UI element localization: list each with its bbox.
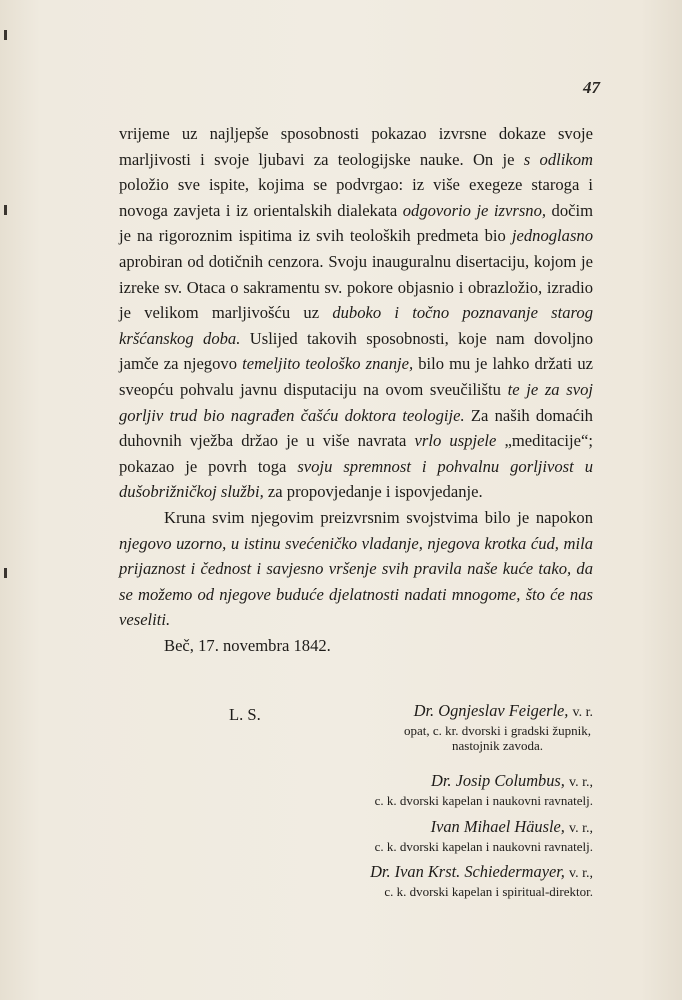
italic-text-run: s odlikom: [523, 149, 593, 169]
signatory-title: c. k. dvorski kapelan i naukovni ravnatelj.: [374, 793, 593, 808]
signatory-title: c. k. dvorski kapelan i spiritual-direktor.: [384, 884, 593, 899]
signatory-name: Dr. Josip Columbus,: [431, 771, 565, 790]
text-run: „meditacije“; pokazao je povrh toga: [119, 431, 593, 476]
signatory-name: Dr. Ognjeslav Feigerle,: [413, 701, 569, 720]
italic-text-run: vrlo uspjele: [414, 431, 497, 451]
signatory-title: nastojnik zavoda.: [451, 738, 543, 753]
binding-mark: [4, 30, 7, 40]
paragraph: [119, 505, 593, 633]
text-run: Uslijed takovih sposobnosti, koje nam dovoljno jamče za njegovo: [119, 328, 594, 374]
page-number: 47: [583, 78, 600, 97]
body-text: [119, 121, 593, 658]
signature: [375, 771, 593, 808]
seal-mark: L. S.: [229, 705, 261, 724]
text-run: bilo mu je lahko držati uz sveopću pohvalu javnu disputaciju na ovom sveučilištu: [119, 354, 593, 399]
text-run: vrijeme uz najljepše sposobnosti pokazao izvrsne dokaze svoje marljivosti i svoje ljubavi za teologijske nauke. On je: [119, 124, 593, 169]
italic-text-run: temeljito teološko znanje,: [242, 354, 414, 374]
signature: [370, 862, 593, 899]
signatory-title: c. k. dvorski kapelan i naukovni ravnatelj.: [374, 839, 593, 854]
text-run: za propovjedanje i ispovjedanje.: [263, 482, 483, 502]
italic-text-run: jednoglasno: [511, 226, 593, 246]
signature-suffix: v. r.,: [569, 821, 593, 836]
signature-suffix: v. r.,: [569, 775, 593, 790]
italic-text-run: svoju spremnost i pohvalnu gorljivost u dušobrižničkoj službi,: [119, 456, 593, 502]
italic-text-run: njegovo uzorno, u istinu svećeničko vladanje, njegova krotka ćud, mila prijaznost i čednost i savjesno vršenje svih pravila naše kuće tako, da se možemo od njegove buduće djelatnosti nadati mnogome, što će nas veseliti.: [119, 533, 593, 630]
binding-mark: [4, 205, 7, 215]
signatory-name: Dr. Ivan Krst. Schiedermayer,: [370, 862, 565, 881]
date-line: Beč, 17. novembra 1842.: [164, 635, 331, 655]
text-run: aprobiran od dotičnih cenzora. Svoju inauguralnu disertaciju, kojom je izreke sv. Otaca o sakramentu sv. pokore objasnio i obrazložio, izradio je velikom marljivošću uz: [119, 251, 593, 323]
italic-text-run: odgovorio je izvrsno,: [402, 200, 547, 220]
text-run: Kruna svim njegovim preizvrsnim svojstvima bilo je napokon: [164, 507, 593, 527]
italic-text-run: te je za svoj gorljiv trud bio nagrađen čašću doktora teologije.: [119, 379, 593, 425]
signatory-title: opat, c. kr. dvorski i gradski župnik,: [403, 723, 591, 738]
signature-suffix: v. r.,: [569, 866, 593, 881]
binding-mark: [4, 568, 7, 578]
text-run: Za naših domaćih duhovnih vježba držao je u više navrata: [119, 405, 593, 451]
text-run: položio sve ispite, kojima se podvrgao: iz više exegeze staroga i novoga zavjeta i iz orientalskih dialekata: [119, 175, 593, 220]
text-run: dočim je na rigoroznim ispitima iz svih teoloških predmeta bio: [119, 200, 594, 246]
paragraph: [119, 121, 593, 505]
italic-text-run: duboko i točno poznavanje starog kršćanskog doba.: [119, 303, 593, 348]
signatory-name: Ivan Mihael Häusle,: [430, 817, 565, 836]
signature-suffix: v. r.: [572, 705, 593, 720]
signature: [404, 701, 593, 753]
signature: [375, 817, 593, 854]
